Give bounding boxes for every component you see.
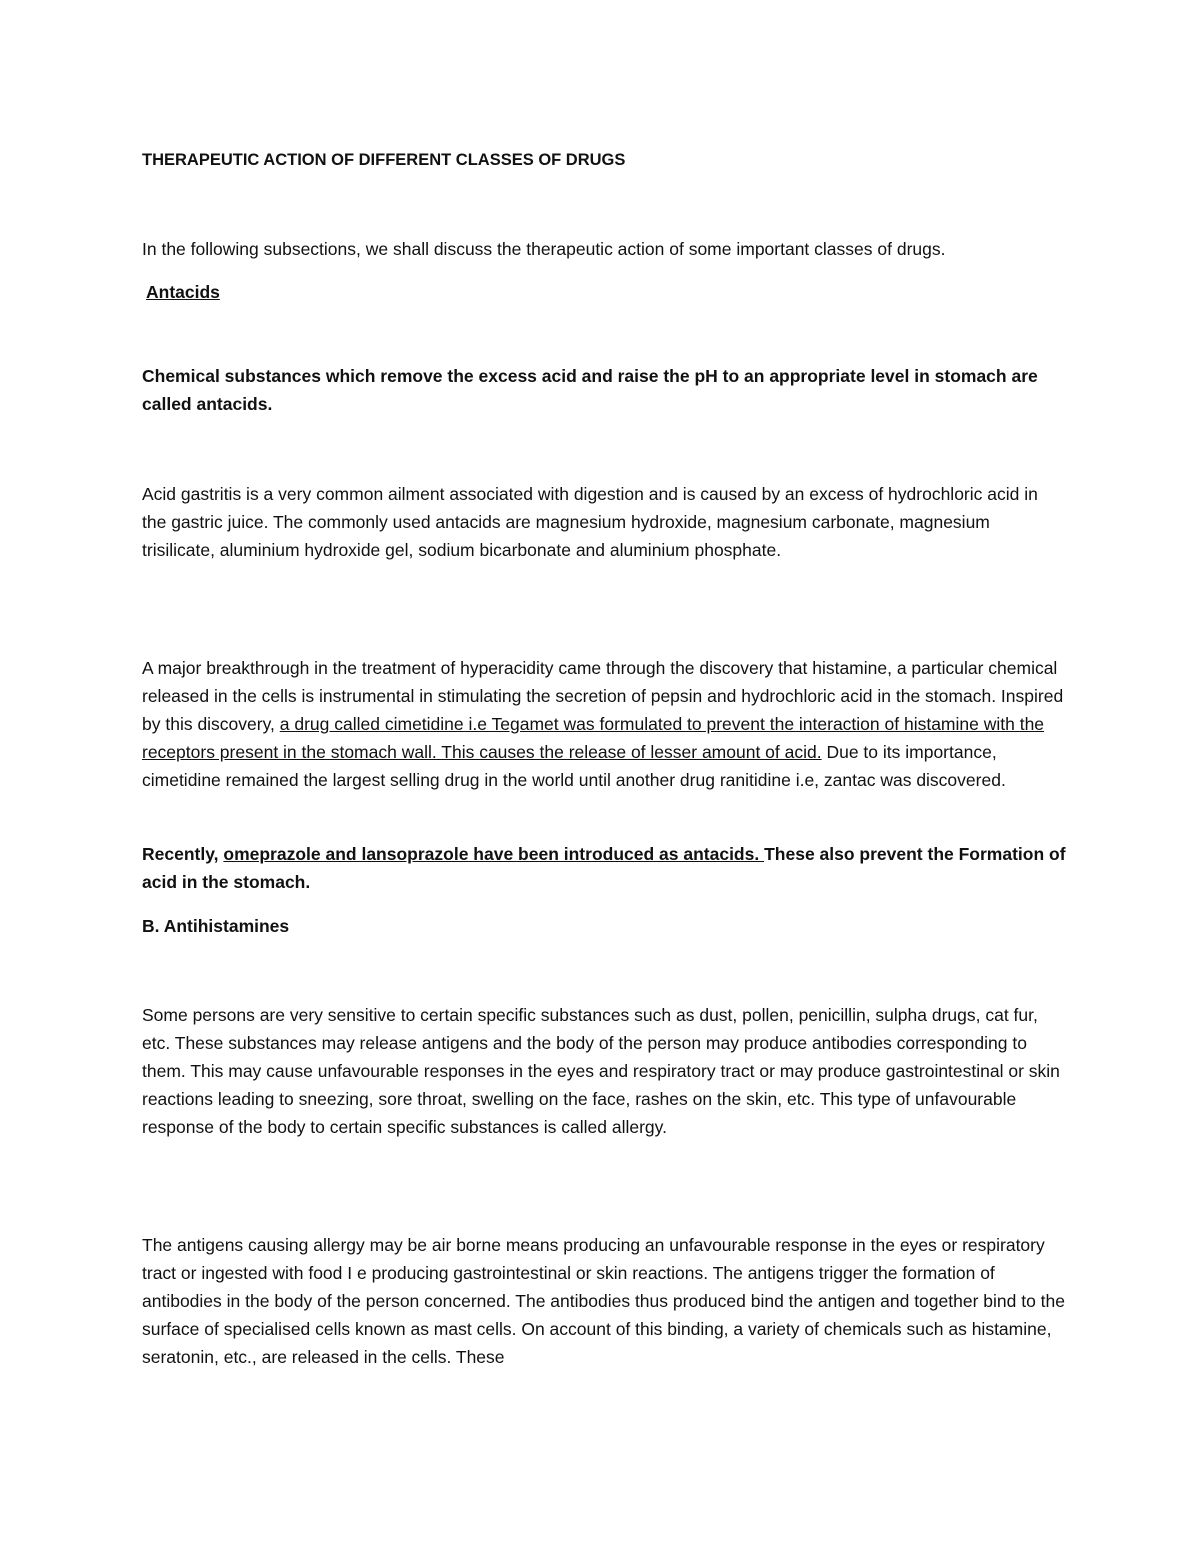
antigens-paragraph: The antigens causing allergy may be air borne means producing an unfavourable response in the eyes or respiratory tract or ingested with food I e producing gastrointestinal or skin reactions. The antigens trigger the formation of antibodies in the body of the person concerned. The antibodies thus produced bind the antigen and together bind to the surface of specialised cells known as mast cells. On account of this binding, a variety of chemicals such as histamine, seratonin, etc., are released in the cells. These [142,1235,1065,1367]
recently-text-2: These also prevent the Formation of acid in the stomach. [142,844,1066,892]
breakthrough-underlined-text: a drug called cimetidine i.e Tegamet was formulated to prevent the interaction of histamine with the receptors present in the stomach wall. This causes the release of lesser amount of acid. [142,714,1045,762]
intro-paragraph: In the following subsections, we shall discuss the therapeutic action of some important classes of drugs. [142,239,946,259]
breakthrough-text-2: Due to its importance, cimetidine remained the largest selling drug in the world until another drug ranitidine i.e, zantac was discovered. [142,742,1006,790]
document-title: THERAPEUTIC ACTION OF DIFFERENT CLASSES OF DRUGS [142,151,626,169]
antihistamines-heading: B. Antihistamines [142,916,290,936]
antacids-definition: Chemical substances which remove the excess acid and raise the pH to an appropriate level in stomach are called antacids. [142,366,1038,414]
recently-paragraph [142,840,1067,896]
breakthrough-text-1: A major breakthrough in the treatment of hyperacidity came through the discovery that histamine, a particular chemical released in the cells is instrumental in stimulating the secretion of pepsin and hydrochloric acid in the stomach. Inspired by this discovery, [142,658,1064,734]
gastritis-paragraph: Acid gastritis is a very common ailment associated with digestion and is caused by an excess of hydrochloric acid in the gastric juice. The commonly used antacids are magnesium hydroxide, magnesium carbonate, magnesium trisilicate, aluminium hydroxide gel, sodium bicarbonate and aluminium phosphate. [142,484,1038,560]
antacids-heading: Antacids [146,282,220,302]
recently-underlined-text: omeprazole and lansoprazole have been introduced as antacids. [223,844,765,864]
recently-text-1: Recently, [142,844,224,864]
allergy-paragraph: Some persons are very sensitive to certain specific substances such as dust, pollen, penicillin, sulpha drugs, cat fur, etc. These substances may release antigens and the body of the person may produce antibodies corresponding to them. This may cause unfavourable responses in the eyes and respiratory tract or may produce gastrointestinal or skin reactions leading to sneezing, sore throat, swelling on the face, rashes on the skin, etc. This type of unfavourable response of the body to certain specific substances is called allergy. [142,1005,1060,1137]
breakthrough-paragraph [142,654,1067,794]
